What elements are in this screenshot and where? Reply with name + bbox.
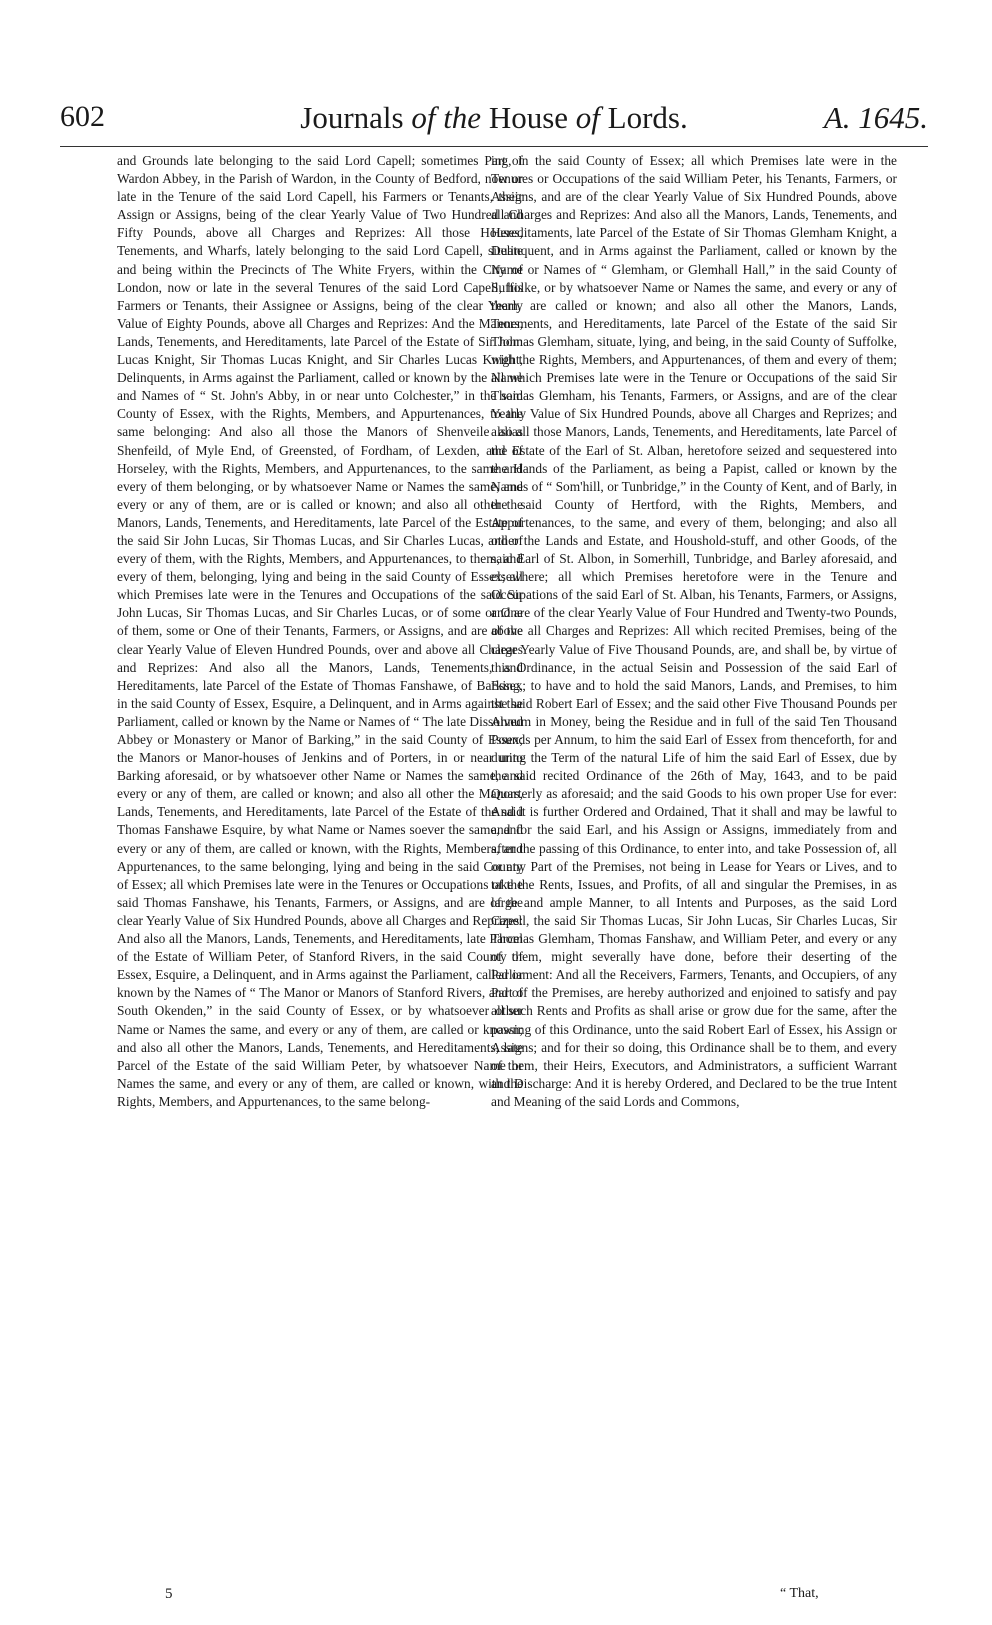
paragraph: and Grounds late belonging to the said Lord Capell; sometimes Part of Wardon Abbey, in the Parish of Wardon, in the County of Bedford, now or late in the Tenure of the said Lord Capell, his Farmers or Tenants, their Assign or Assigns, being of the clear Yearly Value of Two Hundred and Fifty Pounds, above all Charges and Reprizes: All those Houses, Tenements, and Wharfs, lately belonging to the said Lord Capell, situate and being within the Precincts of The White Fryers, within the City of London, now or late in the several Tenures of the said Lord Capell, his Farmers or Tenants, their Assignee or Assigns, being of the clear Yearly Value of Eighty Pounds, above all Charges and Reprizes: And the Manors, Lands, Tenements, and Hereditaments, late Parcel of the Estate of Sir John Lucas Knight, Sir Thomas Lucas Knight, and Sir Charles Lucas Knight, Delinquents, in Arms against the Parliament, called or known by the Name and Names of “ St. John's Abby, in or near unto Colchester,” in the said County of Essex, with the Rights, Members, and Appurtenances, to the same belonging: And also all those the Manors of Shenveile alias Shenfeild, of Myle End, of Greensted, of Fordham, of Lexden, and of Horseley, with the Rights, Members, and Appurtenances, to the same and every of them belonging, or by whatsoever Name or Names the same, and every or any of them, are or is called or known; and also all other the Manors, Lands, Tenements, and Hereditaments, late Parcel of the Estate of the said Sir John Lucas, Sir Thomas Lucas, and Sir Charles Lucas, and of every of them, with the Rights, Members, and Appurtenances, to them, and every of them, belonging, lying and being in the said County of Essex; all which Premises late were in the Tenures and Occupations of the said Sir John Lucas, Sir Thomas Lucas, and Sir Charles Lucas, or of some or One of them, some or One of their Tenants, Farmers, or Assigns, and are of the clear Yearly Value of Eleven Hundred Pounds, over and above all Charges and Reprizes: And also all the Manors, Lands, Tenements, and Hereditaments, late Parcel of the Estate of Thomas Fanshawe, of Barking, in the said County of Essex, Esquire, a Delinquent, and in Arms against the Parliament, called or known by the Name or Names of “ The late Dissolved Abbey or Monastery or Manor of Barking,” in the said County of Essex; the Manors or Manor-houses of Jenkins and of Porters, in or near unto Barking aforesaid, or by whatsoever other Name or Names the same, and every or any of them, are called or known; and also all other the Manors, Lands, Tenements, and Hereditaments, late Parcel of the Estate of the said Thomas Fanshawe Esquire, by what Name or Names soever the same, and every or any of them, are called or known, with the Rights, Members, and Appurtenances, to the same belonging, lying and being in the said County of Essex; all which Premises late were in the Tenures or Occupations of the said Thomas Fanshawe, his Tenants, Farmers, or Assigns, and are of the clear Yearly Value of Six Hundred Pounds, above all Charges and Reprizes: And also all the Manors, Lands, Tenements, and Hereditaments, late Parcel of the Estate of William Peter, of Stanford Rivers, in the said County of Essex, Esquire, a Delinquent, and in Arms against the Parliament, called or known by the Names of “ The Manor or Manors of Stanford Rivers, and of South Okenden,” in the said County of Essex, or by whatsoever other Name or Names the same, and every or any of them, are called or known; and also all other the Manors, Lands, Tenements, and Hereditaments, late Parcel of the Estate of the said William Peter, by whatsoever Name or Names the same, and every or any of them, are called or known, with the Rights, Members, and Appurtenances, to the same belong-: [117, 153, 523, 1109]
signature-mark: 5: [165, 1586, 173, 1602]
title-part-house: House: [481, 100, 576, 135]
text-column-right: [491, 152, 897, 1570]
catchword: “ That,: [780, 1586, 819, 1601]
title-part-of: of: [575, 100, 600, 135]
running-title: [60, 100, 928, 136]
title-part-lords: Lords.: [599, 100, 688, 135]
page-number: 602: [60, 100, 105, 133]
header-year: A. 1645.: [823, 100, 928, 135]
header-rule: [60, 146, 928, 147]
page-header: [60, 100, 928, 144]
paragraph: ing, in the said County of Essex; all which Premises late were in the Tenures or Occupations of the said William Peter, his Tenants, Farmers, or Assigns, and are of the clear Yearly Value of Six Hundred Pounds, above all Charges and Reprizes: And also all the Manors, Lands, Tenements, and Hereditaments, late Parcel of the Estate of Sir Thomas Glemham Knight, a Delinquent, and in Arms against the Parliament, called or known by the Name or Names of “ Glemham, or Glemhall Hall,” in the said County of Suffolke, or by whatsoever Name or Names the same, and every or any of them, are called or known; and also all other the Manors, Lands, Tenements, and Hereditaments, late Parcel of the Estate of the said Sir Thomas Glemham, situate, lying, and being, in the said County of Suffolke, with the Rights, Members, and Appurtenances, of them and every of them; all which Premises late were in the Tenure or Occupations of the said Sir Thomas Glemham, his Tenants, Farmers, or Assigns, and are of the clear Yearly Value of Six Hundred Pounds, above all Charges and Reprizes; and also all those Manors, Lands, Tenements, and Hereditaments, late Parcel of the Estate of the Earl of St. Alban, heretofore seized and sequestered into the Hands of the Parliament, as being a Papist, called or known by the Names of “ Som'hill, or Tunbridge,” in the County of Kent, and of Barly, in the said County of Hertford, with the Rights, Members, and Appurtenances, to the same, and every of them, belonging; and also all other the Lands and Estate, and Houshold-stuff, and other Goods, of the said Earl of St. Albon, in Somerhill, Tunbridge, and Barley aforesaid, and elsewhere; all which Premises heretofore were in the Tenure and Occupations of the said Earl of St. Alban, his Tenants, Farmers, or Assigns, and are of the clear Yearly Value of Four Hundred and Twenty-two Pounds, above all Charges and Reprizes: All which recited Premises, being of the clear Yearly Value of Five Thousand Pounds, are, and shall be, by virtue of this Ordinance, in the actual Seisin and Possession of the said Earl of Essex; to have and to hold the said Manors, Lands, and Premises, to him the said Robert Earl of Essex; and the said other Five Thousand Pounds per Annum in Money, being the Residue and in full of the said Ten Thousand Pounds per Annum, to him the said Earl of Essex from thenceforth, for and during the Term of the natural Life of him the said Earl of Essex, due by the said recited Ordinance of the 26th of May, 1643, and to be paid Quarterly as aforesaid; and the said Goods to his own proper Use for ever: And it is further Ordered and Ordained, That it shall and may be lawful to and for the said Earl, and his Assign or Assigns, immediately from and after the passing of this Ordinance, to enter into, and take Possession of, all or any Part of the Premises, not being in Lease for Years or Lives, and to take the Rents, Issues, and Profits, of all and singular the Premises, in as large and ample Manner, to all Intents and Purposes, as the said Lord Capell, the said Sir Thomas Lucas, Sir John Lucas, Sir Charles Lucas, Sir Thomas Glemham, Thomas Fanshaw, and William Peter, and every or any of them, might severally have done, before their deserting of the Parliament: And all the Receivers, Farmers, Tenants, and Occupiers, of any Part of the Premises, are hereby authorized and enjoined to satisfy and pay all such Rents and Profits as shall arise or grow due for the same, after the passing of this Ordinance, unto the said Robert Earl of Essex, his Assign or Assigns; and for their so doing, this Ordinance shall be to them, and every of them, their Heirs, Executors, and Administrators, a sufficient Warrant and Discharge: And it is hereby Ordered, and Declared to be the true Intent and Meaning of the said Lords and Commons,: [491, 153, 897, 1109]
title-part-journals: Journals: [300, 100, 412, 135]
title-part-of-the: of the: [411, 100, 482, 135]
text-column-left: [117, 152, 523, 1570]
